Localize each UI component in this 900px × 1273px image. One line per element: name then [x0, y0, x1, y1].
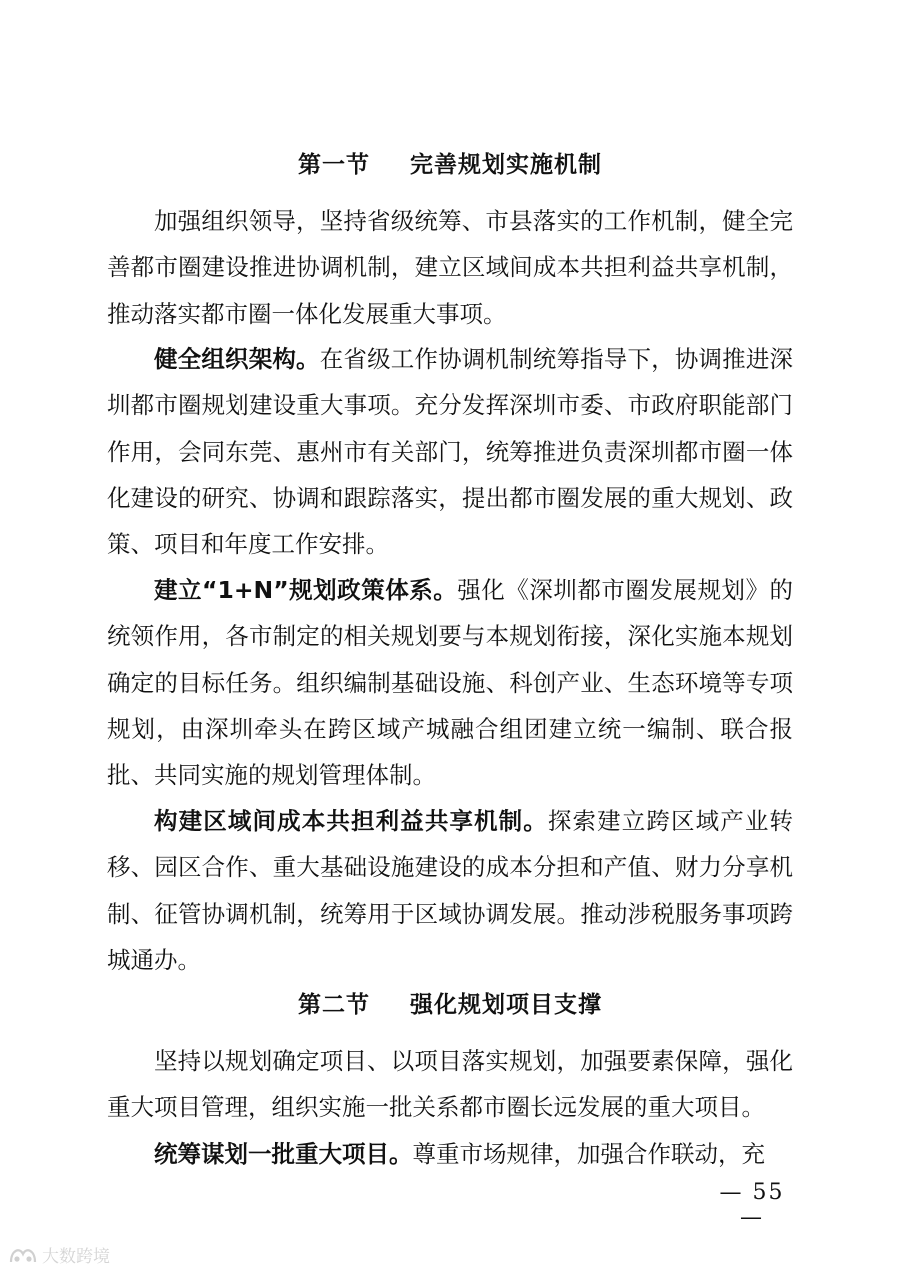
paragraph-text: 在省级工作协调机制统筹指导下，协调推进深圳都市圈规划建设重大事项。充分发挥深圳市委、市政府职能部门作用，会同东莞、惠州市有关部门，统筹推进负责深圳都市圈一体化建设的研究、协调和跟踪落实，提出都市圈发展的重大规划、政策、项目和年度工作安排。 [107, 345, 794, 559]
paragraph-lead: 构建区域间成本共担利益共享机制。 [154, 807, 548, 835]
paragraph-lead: 统筹谋划一批重大项目。 [154, 1140, 413, 1168]
section-1-title [0, 149, 900, 181]
section-1-paragraph-1 [107, 198, 793, 337]
paragraph-text: 加强组织领导，坚持省级统筹、市县落实的工作机制，健全完善都市圈建设推进协调机制，建立区域间成本共担利益共享机制，推动落实都市圈一体化发展重大事项。 [107, 207, 793, 328]
section-2-paragraph-1 [107, 1038, 793, 1131]
section-1-number: 第一节 [298, 152, 370, 178]
section-2-paragraph-2 [107, 1131, 793, 1177]
paragraph-lead: 建立“1+N”规划政策体系。 [154, 576, 458, 604]
section-2-title [0, 989, 900, 1021]
page-number: — 55 — [719, 1180, 785, 1230]
paragraph-text: 强化《深圳都市圈发展规划》的统领作用，各市制定的相关规划要与本规划衔接，深化实施本规划确定的目标任务。组织编制基础设施、科创产业、生态环境等专项规划，由深圳牵头在跨区域产城融合组团建立统一编制、联合报批、共同实施的规划管理体制。 [107, 576, 794, 790]
section-2-heading: 强化规划项目支撑 [410, 992, 602, 1018]
section-1-paragraph-3 [107, 567, 793, 798]
paragraph-text: 坚持以规划确定项目、以项目落实规划，加强要素保障，强化重大项目管理，组织实施一批关系都市圈长远发展的重大项目。 [107, 1047, 793, 1122]
brand-logo-icon [8, 1244, 38, 1266]
watermark-text: 大数跨境 [42, 1247, 110, 1267]
section-2-number: 第二节 [298, 992, 370, 1018]
section-1-paragraph-4 [107, 798, 793, 983]
watermark [8, 1242, 110, 1267]
paragraph-lead: 健全组织架构。 [154, 345, 320, 373]
section-1-paragraph-2 [107, 336, 793, 567]
paragraph-text: 探索建立跨区域产业转移、园区合作、重大基础设施建设的成本分担和产值、财力分享机制、征管协调机制，统筹用于区域协调发展。推动涉税服务事项跨城通办。 [107, 807, 794, 974]
section-1-heading: 完善规划实施机制 [410, 152, 602, 178]
paragraph-text: 尊重市场规律，加强合作联动，充 [412, 1140, 765, 1168]
